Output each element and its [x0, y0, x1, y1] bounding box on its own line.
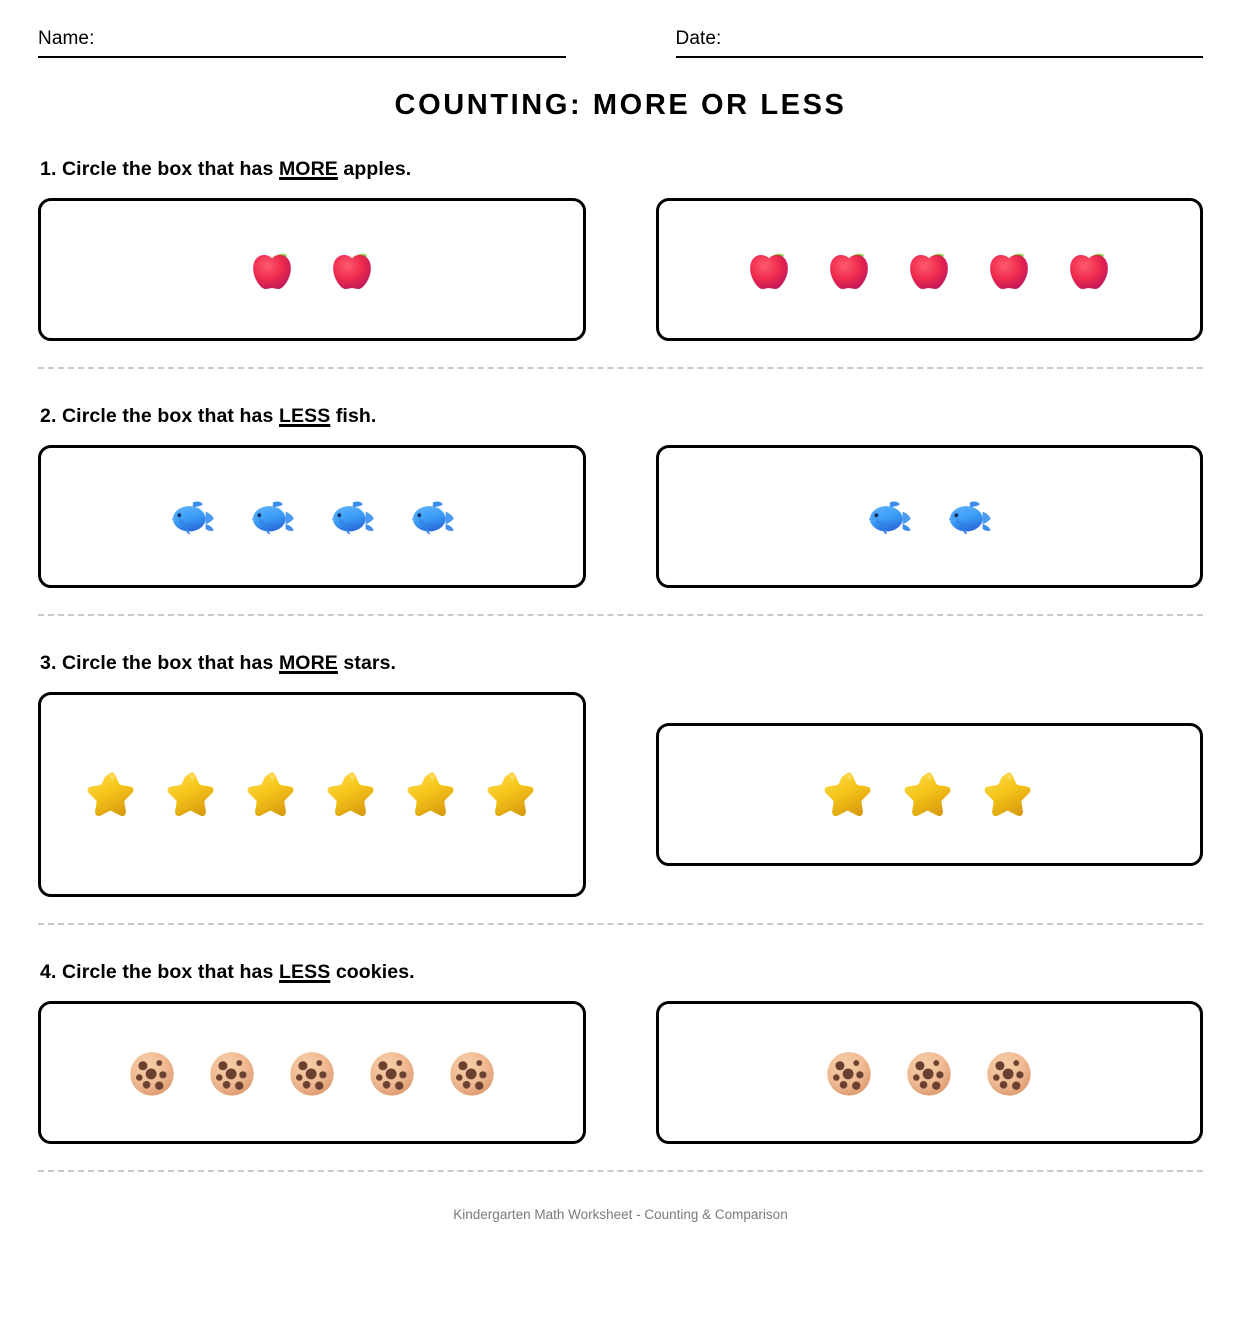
star-icon: [243, 766, 301, 824]
right-box-cell: [656, 198, 1204, 341]
cookie-icon: [363, 1044, 421, 1102]
question-text-after: fish.: [335, 405, 377, 427]
question-3: [38, 652, 1203, 925]
fish-icon: [940, 488, 998, 546]
question-prompt: [40, 158, 1203, 181]
question-emphasis: LESS: [278, 961, 331, 983]
cookie-icon: [203, 1044, 261, 1102]
footer-text: Kindergarten Math Worksheet - Counting & Comparison: [453, 1207, 788, 1222]
question-emphasis: LESS: [278, 405, 331, 427]
right-answer-box[interactable]: [656, 198, 1204, 341]
question-text-before: Circle the box that has: [62, 652, 274, 674]
question-prompt: [40, 652, 1203, 675]
question-text-before: Circle the box that has: [62, 158, 274, 180]
left-answer-box[interactable]: [38, 692, 586, 897]
question-emphasis: MORE: [278, 652, 338, 674]
box-row: [38, 1001, 1203, 1144]
date-field[interactable]: [676, 28, 1204, 58]
star-icon: [323, 766, 381, 824]
fish-icon: [163, 488, 221, 546]
question-number: 4.: [40, 961, 57, 983]
star-icon: [980, 766, 1038, 824]
apple-icon: [980, 241, 1038, 299]
question-4: [38, 961, 1203, 1172]
right-answer-box[interactable]: [656, 723, 1204, 866]
left-answer-box[interactable]: [38, 1001, 586, 1144]
fish-icon: [243, 488, 301, 546]
section-separator: [38, 923, 1203, 925]
left-box-cell: [38, 198, 586, 341]
cookie-icon: [283, 1044, 341, 1102]
question-prompt: [40, 405, 1203, 428]
box-row: [38, 198, 1203, 341]
question-text-after: cookies.: [335, 961, 415, 983]
star-icon: [163, 766, 221, 824]
apple-icon: [740, 241, 798, 299]
left-box-cell: [38, 445, 586, 588]
right-box-cell: [656, 445, 1204, 588]
questions-container: [38, 158, 1203, 1172]
question-number: 2.: [40, 405, 57, 427]
left-answer-box[interactable]: [38, 445, 586, 588]
box-row: [38, 445, 1203, 588]
question-text-before: Circle the box that has: [62, 961, 274, 983]
question-number: 3.: [40, 652, 57, 674]
star-icon: [83, 766, 141, 824]
section-separator: [38, 1170, 1203, 1172]
box-row: [38, 692, 1203, 897]
cookie-icon: [900, 1044, 958, 1102]
section-separator: [38, 367, 1203, 369]
star-icon: [820, 766, 878, 824]
question-text-after: apples.: [343, 158, 412, 180]
name-field[interactable]: [38, 28, 566, 58]
page-title: COUNTING: MORE OR LESS: [394, 89, 847, 121]
question-prompt: [40, 961, 1203, 984]
cookie-icon: [980, 1044, 1038, 1102]
apple-icon: [900, 241, 958, 299]
apple-icon: [820, 241, 878, 299]
star-icon: [483, 766, 541, 824]
apple-icon: [1060, 241, 1118, 299]
cookie-icon: [123, 1044, 181, 1102]
cookie-icon: [443, 1044, 501, 1102]
left-box-cell: [38, 1001, 586, 1144]
name-label: Name:: [38, 28, 95, 49]
apple-icon: [323, 241, 381, 299]
date-label: Date:: [675, 28, 722, 49]
right-answer-box[interactable]: [656, 445, 1204, 588]
question-text-before: Circle the box that has: [62, 405, 274, 427]
left-answer-box[interactable]: [38, 198, 586, 341]
fish-icon: [403, 488, 461, 546]
question-emphasis: MORE: [278, 158, 338, 180]
right-answer-box[interactable]: [656, 1001, 1204, 1144]
star-icon: [403, 766, 461, 824]
star-icon: [900, 766, 958, 824]
question-text-after: stars.: [343, 652, 397, 674]
apple-icon: [243, 241, 301, 299]
question-number: 1.: [40, 158, 57, 180]
fish-icon: [860, 488, 918, 546]
fish-icon: [323, 488, 381, 546]
left-box-cell: [38, 692, 586, 897]
question-1: [38, 158, 1203, 369]
right-box-cell: [656, 1001, 1204, 1144]
cookie-icon: [820, 1044, 878, 1102]
section-separator: [38, 614, 1203, 616]
question-2: [38, 405, 1203, 616]
worksheet-header: [38, 28, 1203, 58]
right-box-cell: [656, 723, 1204, 866]
